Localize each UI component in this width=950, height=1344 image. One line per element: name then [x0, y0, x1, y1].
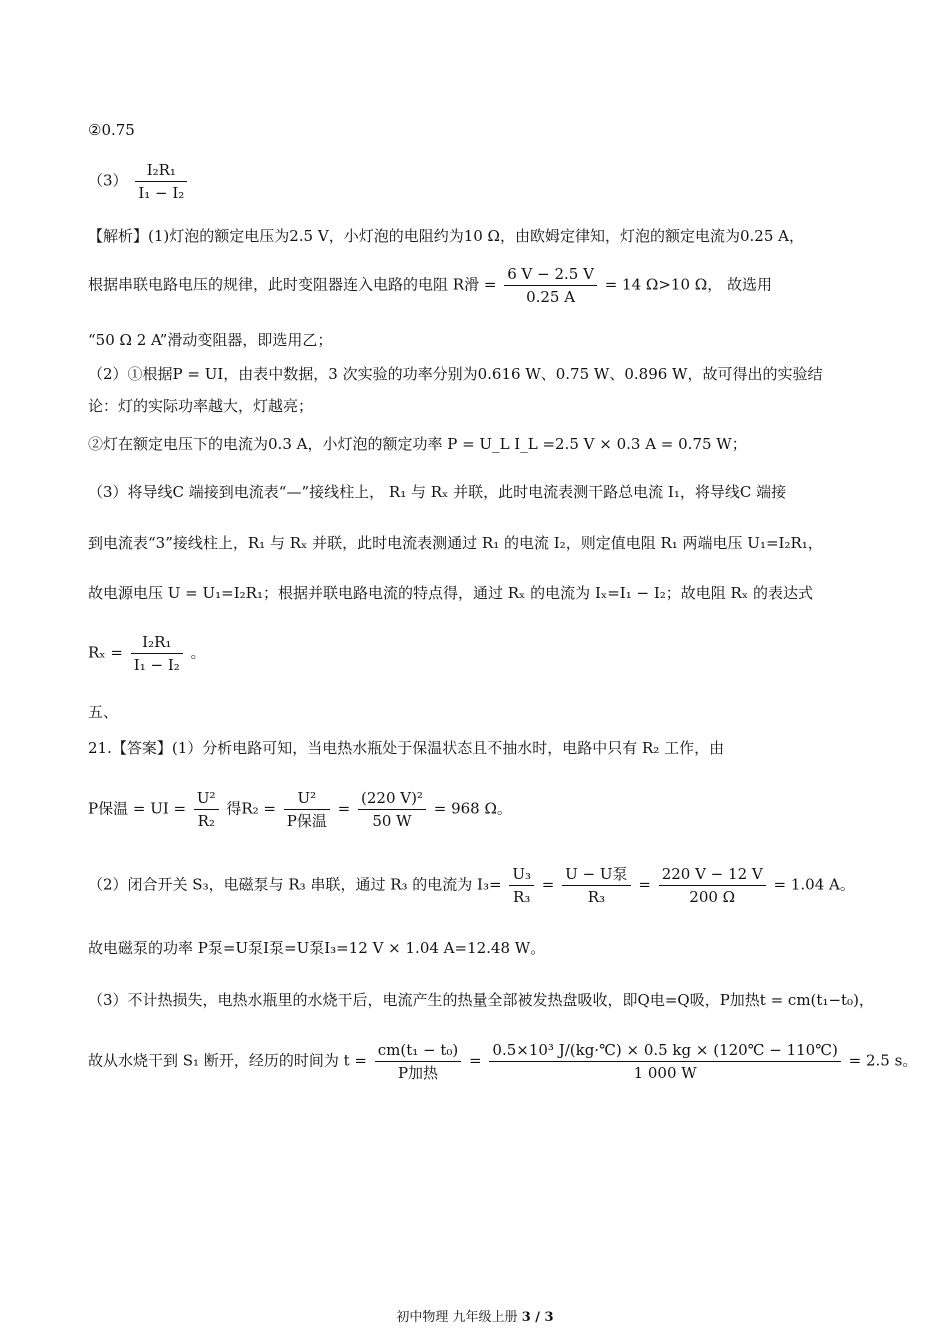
page-footer [0, 1306, 950, 1325]
page-number: 3 / 3 [521, 1310, 554, 1325]
analysis-line-1: 【解析】(1)灯泡的额定电压为2.5 V，小灯泡的电阻约为10 Ω，由欧姆定律知，灯泡的额定电流为0.25 A， [88, 227, 804, 245]
analysis-line-5: 论：灯的实际功率越大，灯越亮； [88, 397, 314, 415]
analysis-line-8: 到电流表“3”接线柱上，R₁ 与 Rₓ 并联，此时电流表测通过 R₁ 的电流 I₂，则定值电阻 R₁ 两端电压 U₁=I₂R₁， [88, 534, 823, 552]
power-fraction-2: $\frac{\text{U²}}{\text{P保温}}$ [284, 788, 330, 831]
time-fraction-2: $\frac{\text{0.5×10³ J/(kg·℃) × 0.5 kg × (120℃ − 110℃)}}{1 000 W}$ [489, 1040, 840, 1083]
q21-pump-power: 故电磁泵的功率 P泵=U泵I泵=U泵I₃=12 V × 1.04 A=12.48 W。 [88, 939, 546, 957]
q21-answer-line-1: 21.【答案】(1）分析电路可知，当电热水瓶处于保温状态且不抽水时，电路中只有 R₂ 工作，由 [88, 739, 725, 757]
analysis-line-6: ②灯在额定电压下的电流为0.3 A，小灯泡的额定功率 P = U_L I_L =2.5 V × 0.3 A = 0.75 W； [88, 435, 747, 453]
answer-2-item: ②0.75 [88, 121, 135, 139]
answer-3-line: （3） $\frac{\text{I₂R₁}}{\text{I₁ − I₂}}$ [88, 160, 190, 203]
analysis-line-3: “50 Ω 2 A”滑动变阻器，即选用乙； [88, 331, 333, 349]
answer-3-fraction: $\frac{\text{I₂R₁}}{\text{I₁ − I₂}}$ [135, 160, 187, 203]
q21-power-equation: P保温 = UI = $\frac{\text{U²}}{\text{R₂}}$ 得R₂ = $\frac{\text{U²}}{\text{P保温}}$ = $\frac{\text{(220 V)²}}{50 W}$ = 968 Ω。 [88, 789, 512, 830]
power-fraction-1: $\frac{\text{U²}}{\text{R₂}}$ [194, 788, 219, 831]
q21-time-equation: 故从水烧干到 S₁ 断开，经历的时间为 t = $\frac{\text{cm(t₁ − t₀)}}{\text{P加热}}$ = $\frac{\text{0.5×10³ J/(kg·℃) × 0.5 kg × (120℃ − 110℃)}}{1 000 W}$ = 2.5 s。 [88, 1041, 918, 1082]
power-fraction-3: $\frac{\text{(220 V)²}}{50 W}$ [358, 788, 426, 831]
slide-resistance-fraction: $\frac{6 V - 2.5 V}{0.25 A}$ [504, 264, 597, 307]
analysis-line-4: （2）①根据P = UI，由表中数据，3 次实验的功率分别为0.616 W、0.75 W、0.896 W，故可得出的实验结 [88, 365, 823, 383]
rx-expression: Rₓ = $\frac{\text{I₂R₁}}{\text{I₁ − I₂}}$ 。 [88, 633, 206, 674]
q21-heat-line: （3）不计热损失，电热水瓶里的水烧干后，电流产生的热量全部被发热盘吸收，即Q电=Q吸，P加热t = cm(t₁−t₀)， [88, 991, 874, 1009]
analysis-line-7: （3）将导线C 端接到电流表“—”接线柱上， R₁ 与 Rₓ 并联，此时电流表测干路总电流 I₁，将导线C 端接 [88, 483, 787, 501]
footer-subject: 初中物理 九年级上册 [396, 1310, 518, 1325]
q21-current-equation: （2）闭合开关 S₃，电磁泵与 R₃ 串联，通过 R₃ 的电流为 I₃= $\frac{\text{U₃}}{\text{R₃}}$ = $\frac{\text{U − U泵}}{\text{R₃}}$ = $\frac{220 V - 12 V}{200 \Omega}$ = 1.04 A。 [88, 865, 855, 906]
current-fraction-2: $\frac{\text{U − U泵}}{\text{R₃}}$ [562, 864, 630, 907]
analysis-line-9: 故电源电压 U = U₁=I₂R₁；根据并联电路电流的特点得，通过 Rₓ 的电流为 Iₓ=I₁ − I₂；故电阻 Rₓ 的表达式 [88, 584, 813, 602]
current-fraction-3: $\frac{220 V - 12 V}{200 \Omega}$ [659, 864, 766, 907]
rx-fraction: $\frac{\text{I₂R₁}}{\text{I₁ − I₂}}$ [131, 632, 183, 675]
section-five-heading: 五、 [88, 703, 119, 721]
time-fraction-1: $\frac{\text{cm(t₁ − t₀)}}{\text{P加热}}$ [375, 1040, 462, 1083]
current-fraction-1: $\frac{\text{U₃}}{\text{R₃}}$ [509, 864, 534, 907]
analysis-line-2: 根据串联电路电压的规律，此时变阻器连入电路的电阻 R滑 = $\frac{6 V - 2.5 V}{0.25 A}$ = 14 Ω>10 Ω， 故选用 [88, 265, 773, 306]
